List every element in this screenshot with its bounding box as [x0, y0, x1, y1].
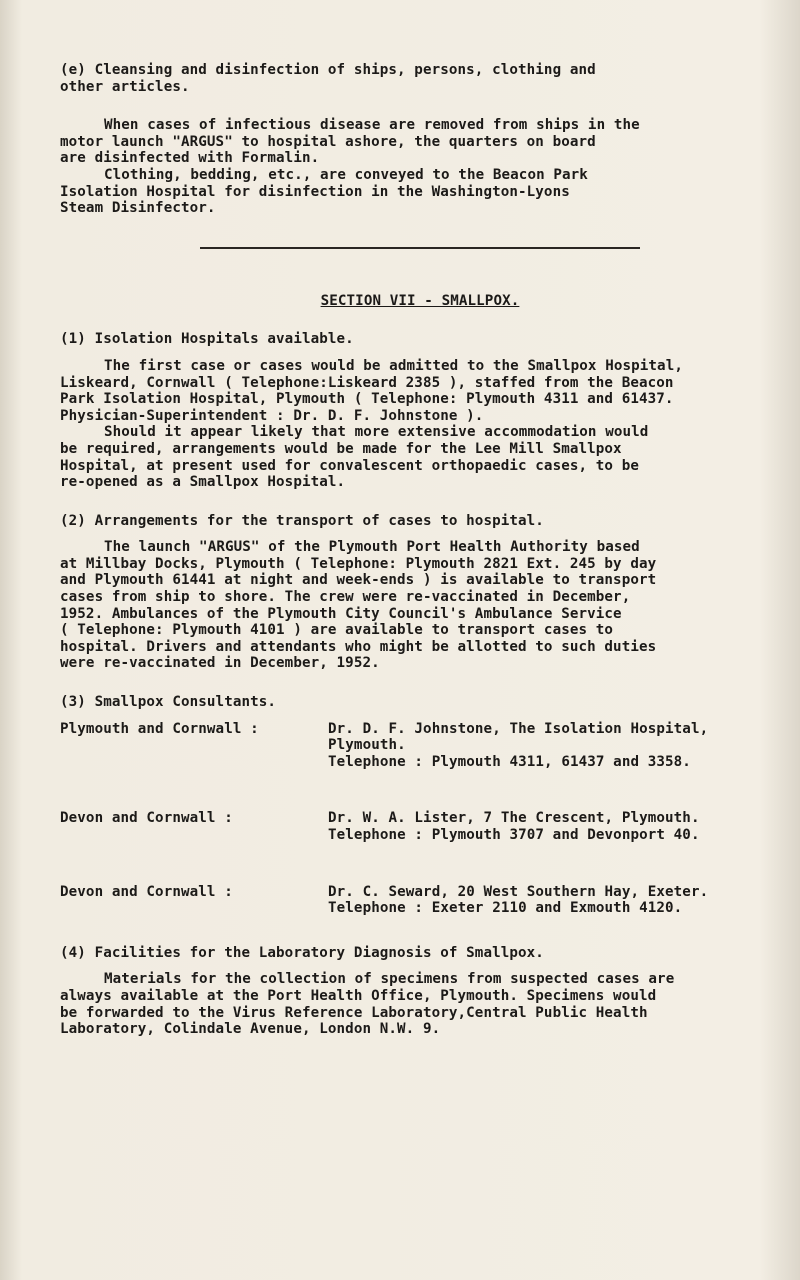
item-4-heading: (4) Facilities for the Laboratory Diagnosis of Smallpox. [60, 944, 544, 961]
section-divider [200, 247, 640, 249]
consultant-region: Devon and Cornwall : [60, 810, 233, 827]
document-content [60, 62, 780, 1038]
item-1-heading: (1) Isolation Hospitals available. [60, 331, 354, 348]
section-title: SECTION VII - SMALLPOX. [320, 292, 520, 309]
consultant-entry [60, 884, 780, 917]
consultant-entry [60, 721, 780, 771]
consultant-region: Devon and Cornwall : [60, 883, 233, 900]
item-e-lead: (e) Cleansing and disinfection of ships, persons, clothing and other articles. [60, 62, 596, 95]
item-4-para-1: Materials for the collection of specimens from suspected cases are always available at the Port Health Office, Plymouth. Specimens would be forwarded to the Virus Reference Laboratory,Central Public Health Laboratory, Colindale Avenue, London N.W. 9. [60, 971, 675, 1038]
consultant-entry [60, 810, 780, 843]
item-1-para-2: Should it appear likely that more extensive accommodation would be required, arrangements would be made for the Lee Mill Smallpox Hospital, at present used for convalescent orthopaedic cases, to be re-opened as a Smallpox Hospital. [60, 424, 649, 491]
consultant-details: Dr. C. Seward, 20 West Southern Hay, Exeter. Telephone : Exeter 2110 and Exmouth 4120. [328, 883, 709, 917]
consultant-region: Plymouth and Cornwall : [60, 720, 259, 737]
item-1-para-1: The first case or cases would be admitted to the Smallpox Hospital, Liskeard, Cornwall ( Telephone:Liskeard 2385 ), staffed from the Beacon Park Isolation Hospital, Plymouth ( Telephone: Plymouth 4311 and 61437. Physician-Superintendent : Dr. D. F. Johnstone ). [60, 357, 683, 424]
consultant-details: Dr. D. F. Johnstone, The Isolation Hospital, Plymouth. Telephone : Plymouth 4311, 61437 and 3358. [328, 720, 709, 770]
consultant-details: Dr. W. A. Lister, 7 The Crescent, Plymouth. Telephone : Plymouth 3707 and Devonport 40. [328, 810, 700, 843]
item-3-heading: (3) Smallpox Consultants. [60, 694, 277, 711]
item-e-para-2: Clothing, bedding, etc., are conveyed to the Beacon Park Isolation Hospital for disinfection in the Washington-Lyons Steam Disinfector. [60, 166, 588, 217]
item-2-para-1: The launch "ARGUS" of the Plymouth Port Health Authority based at Millbay Docks, Plymouth ( Telephone: Plymouth 2821 Ext. 245 by day and Plymouth 61441 at night and week-ends ) is available to transport cases from ship to shore. The crew were re-vaccinated in December, 1952. Ambulances of the Plymouth City Council's Ambulance Service ( Telephone: Plymouth 4101 ) are available to transport cases to hospital. Drivers and attendants who might be allotted to such duties were re-vaccinated in December, 1952. [60, 539, 657, 672]
item-e-para-1: When cases of infectious disease are removed from ships in the motor launch "ARGUS" to hospital ashore, the quarters on board are disinfected with Formalin. [60, 117, 640, 167]
item-2-heading: (2) Arrangements for the transport of cases to hospital. [60, 512, 544, 529]
